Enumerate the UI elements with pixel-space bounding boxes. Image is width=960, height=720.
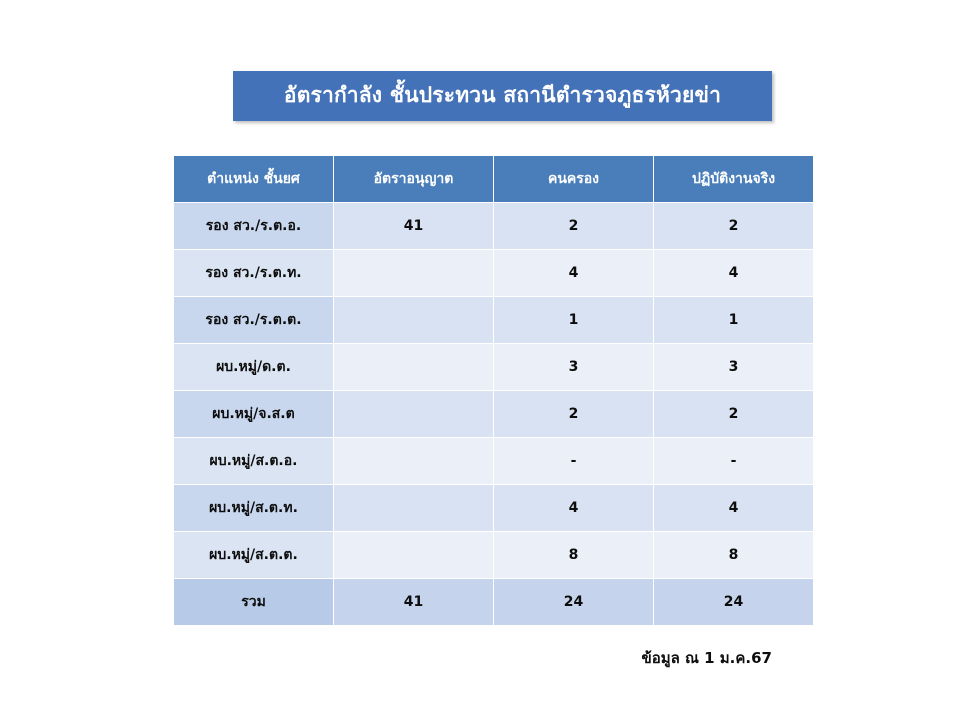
cell-actual: 3: [654, 344, 814, 391]
cell-allowed: [334, 438, 494, 485]
data-as-of-note: ข้อมูล ณ 1 ม.ค.67: [641, 649, 772, 667]
cell-held: 1: [494, 297, 654, 344]
cell-position: รอง สว./ร.ต.ท.: [174, 250, 334, 297]
cell-actual: -: [654, 438, 814, 485]
cell-held: 4: [494, 250, 654, 297]
cell-actual: 4: [654, 485, 814, 532]
cell-position: รอง สว./ร.ต.ต.: [174, 297, 334, 344]
cell-actual: 24: [654, 579, 814, 626]
cell-position: ผบ.หมู่/ส.ต.ท.: [174, 485, 334, 532]
cell-position: ผบ.หมู่/จ.ส.ต: [174, 391, 334, 438]
cell-actual: 2: [654, 391, 814, 438]
manpower-table: [173, 155, 814, 626]
cell-actual: 8: [654, 532, 814, 579]
cell-held: 24: [494, 579, 654, 626]
cell-held: 2: [494, 391, 654, 438]
cell-actual: 2: [654, 203, 814, 250]
table-row: [174, 344, 814, 391]
cell-held: 3: [494, 344, 654, 391]
column-header-held: คนครอง: [494, 156, 654, 203]
manpower-table-container: [173, 155, 813, 626]
cell-allowed: [334, 485, 494, 532]
cell-held: 2: [494, 203, 654, 250]
table-header-row: [174, 156, 814, 203]
column-header-allowed: อัตราอนุญาต: [334, 156, 494, 203]
cell-allowed: [334, 391, 494, 438]
cell-position: ผบ.หมู่/ส.ต.อ.: [174, 438, 334, 485]
table-row: [174, 297, 814, 344]
column-header-actual: ปฏิบัติงานจริง: [654, 156, 814, 203]
table-row-total: [174, 579, 814, 626]
cell-held: 4: [494, 485, 654, 532]
cell-allowed: 41: [334, 203, 494, 250]
cell-position: ผบ.หมู่/ด.ต.: [174, 344, 334, 391]
page-title: อัตรากำลัง ชั้นประทวน สถานีตำรวจภูธรห้วยข่า: [283, 83, 722, 108]
column-header-position: ตำแหน่ง ชั้นยศ: [174, 156, 334, 203]
table-row: [174, 203, 814, 250]
cell-position: รวม: [174, 579, 334, 626]
cell-allowed: [334, 532, 494, 579]
cell-held: 8: [494, 532, 654, 579]
table-row: [174, 438, 814, 485]
cell-allowed: 41: [334, 579, 494, 626]
table-row: [174, 532, 814, 579]
table-body: [174, 203, 814, 626]
table-header: [174, 156, 814, 203]
cell-position: ผบ.หมู่/ส.ต.ต.: [174, 532, 334, 579]
cell-allowed: [334, 297, 494, 344]
cell-held: -: [494, 438, 654, 485]
table-row: [174, 485, 814, 532]
cell-actual: 4: [654, 250, 814, 297]
table-row: [174, 250, 814, 297]
slide-title-banner: [233, 71, 772, 121]
cell-allowed: [334, 250, 494, 297]
table-row: [174, 391, 814, 438]
cell-actual: 1: [654, 297, 814, 344]
cell-allowed: [334, 344, 494, 391]
cell-position: รอง สว./ร.ต.อ.: [174, 203, 334, 250]
